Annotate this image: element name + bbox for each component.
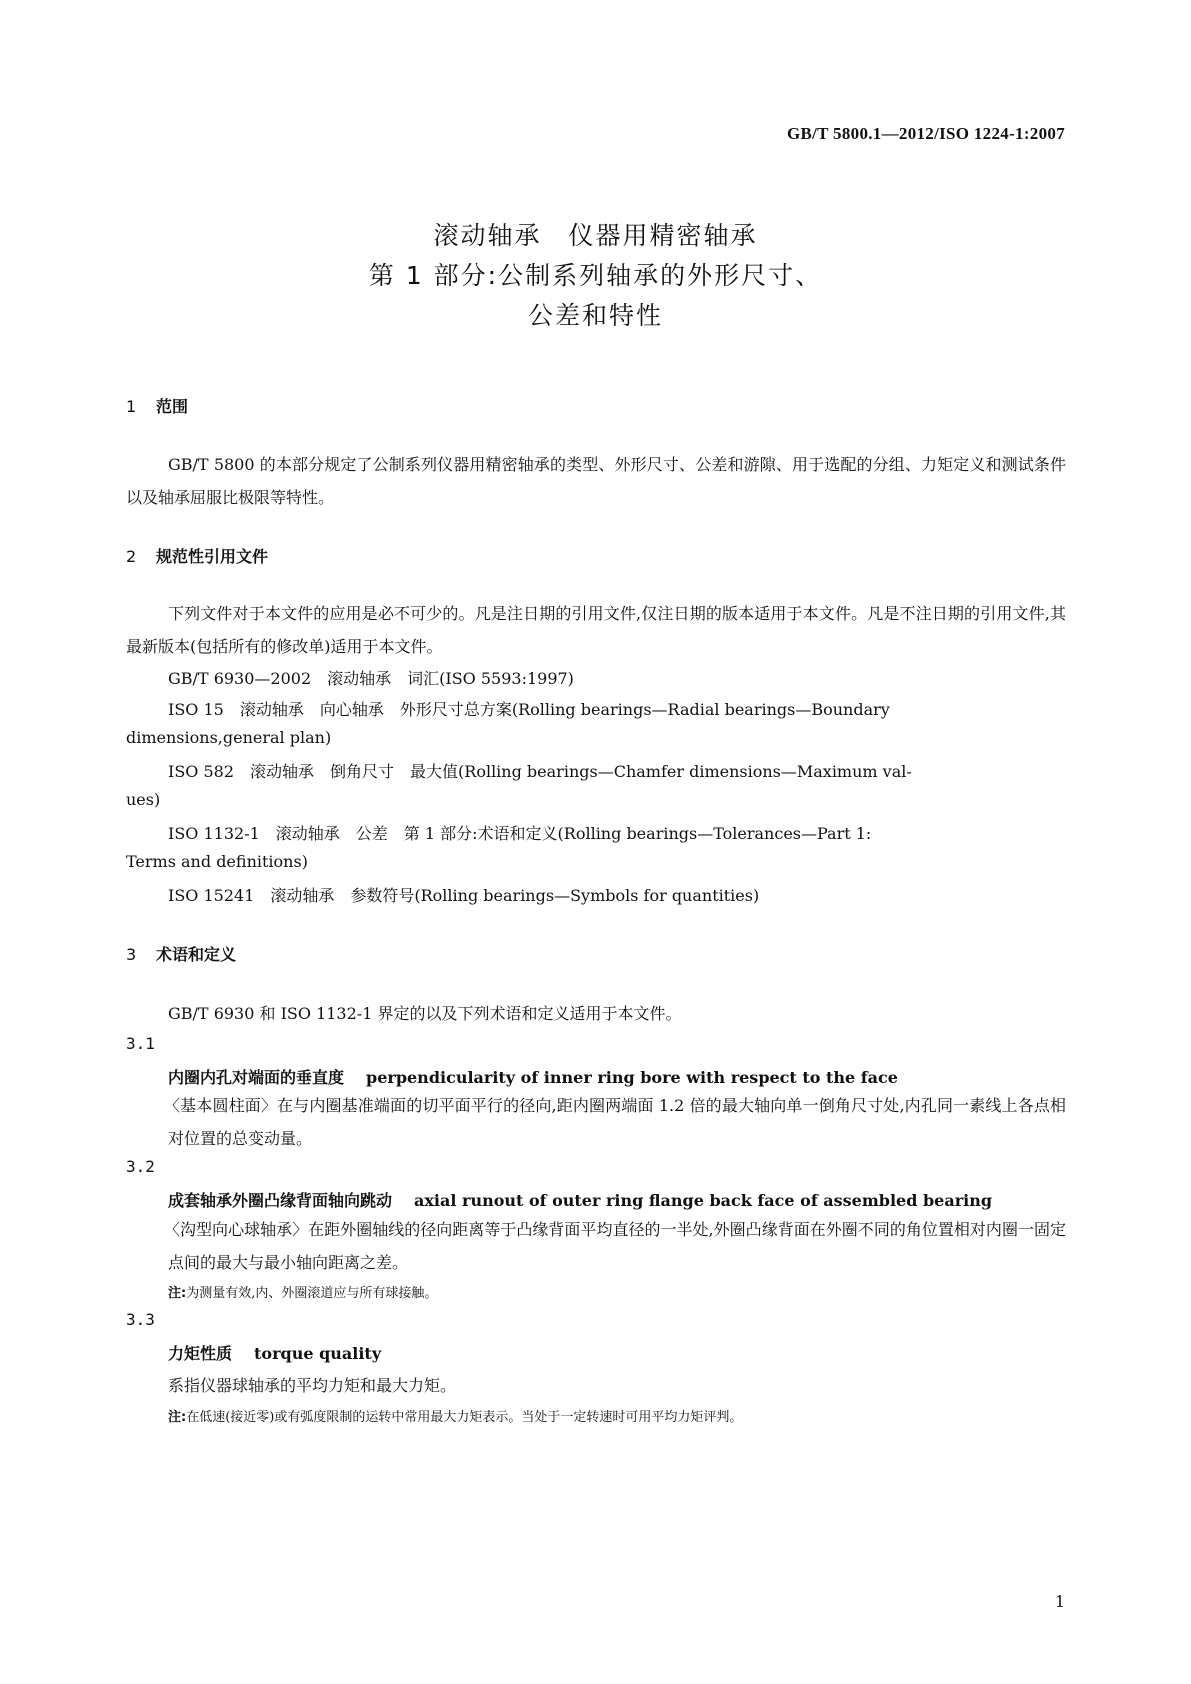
reference-item: ISO 15 滚动轴承 向心轴承 外形尺寸总方案(Rolling bearings—Radial bearings—Boundary bbox=[168, 700, 890, 719]
standard-code: GB/T 5800.1—2012/ISO 1224-1:2007 bbox=[786, 124, 1065, 143]
note-text: 在低速(接近零)或有弧度限制的运转中常用最大力矩表示。当处于一定转速时可用平均力矩评判。 bbox=[186, 1410, 743, 1425]
reference-item: ISO 1132-1 滚动轴承 公差 第 1 部分:术语和定义(Rolling bearings—Tolerances—Part 1: bbox=[168, 824, 872, 843]
section-number: 3 bbox=[126, 945, 137, 964]
terms-intro: GB/T 6930 和 ISO 1132-1 界定的以及下列术语和定义适用于本文件。 bbox=[168, 1004, 682, 1023]
note-text: 为测量有效,内、外圈滚道应与所有球接触。 bbox=[186, 1286, 438, 1301]
reference-item: GB/T 6930—2002 滚动轴承 词汇(ISO 5593:1997) bbox=[168, 669, 574, 688]
term-chinese: 内圈内孔对端面的垂直度 bbox=[168, 1068, 345, 1087]
term-number: 3.2 bbox=[126, 1157, 155, 1176]
references-intro: 下列文件对于本文件的应用是必不可少的。凡是注日期的引用文件,仅注日期的版本适用于本文件。凡是不注日期的引用文件,其最新版本(包括所有的修改单)适用于本文件。 bbox=[126, 604, 1066, 656]
reference-item-continued: ues) bbox=[126, 790, 161, 809]
title-line-1: 滚动轴承 仪器用精密轴承 bbox=[433, 221, 758, 250]
term-number: 3.3 bbox=[126, 1310, 155, 1329]
reference-item: ISO 582 滚动轴承 倒角尺寸 最大值(Rolling bearings—Chamfer dimensions—Maximum val- bbox=[168, 762, 912, 781]
note-label: 注: bbox=[168, 1286, 187, 1301]
title-line-3: 公差和特性 bbox=[527, 301, 663, 330]
term-chinese: 力矩性质 bbox=[168, 1344, 233, 1363]
term-heading bbox=[168, 1341, 381, 1364]
term-definition: 〈沟型向心球轴承〉在距外圈轴线的径向距离等于凸缘背面平均直径的一半处,外圈凸缘背面在外圈不同的角位置相对内圈一固定点间的最大与最小轴向距离之差。 bbox=[164, 1220, 1066, 1272]
term-chinese: 成套轴承外圈凸缘背面轴向跳动 bbox=[168, 1191, 393, 1210]
term-heading bbox=[168, 1188, 992, 1211]
term-definition: 〈基本圆柱面〉在与内圈基准端面的切平面平行的径向,距内圈两端面 1.2 倍的最大轴向单一倒角尺寸处,内孔同一素线上各点相对位置的总变动量。 bbox=[164, 1096, 1066, 1148]
section-title: 范围 bbox=[156, 397, 189, 416]
term-english: torque quality bbox=[254, 1344, 382, 1363]
title-line-2: 第 1 部分:公制系列轴承的外形尺寸、 bbox=[368, 261, 823, 290]
term-english: perpendicularity of inner ring bore with respect to the face bbox=[366, 1068, 898, 1087]
term-number: 3.1 bbox=[126, 1034, 155, 1053]
reference-item: ISO 15241 滚动轴承 参数符号(Rolling bearings—Symbols for quantities) bbox=[168, 886, 760, 905]
section-heading-normative-references bbox=[126, 544, 268, 567]
section-title: 术语和定义 bbox=[156, 945, 237, 964]
page-number: 1 bbox=[1054, 1592, 1065, 1611]
section-heading-scope bbox=[126, 394, 188, 417]
section-title: 规范性引用文件 bbox=[156, 547, 269, 566]
term-heading bbox=[168, 1065, 898, 1088]
term-english: axial runout of outer ring flange back face of assembled bearing bbox=[414, 1191, 993, 1210]
note-label: 注: bbox=[168, 1410, 187, 1425]
scope-paragraph: GB/T 5800 的本部分规定了公制系列仪器用精密轴承的类型、外形尺寸、公差和游隙、用于选配的分组、力矩定义和测试条件以及轴承屈服比极限等特性。 bbox=[126, 455, 1066, 507]
section-number: 1 bbox=[126, 397, 137, 416]
term-definition: 系指仪器球轴承的平均力矩和最大力矩。 bbox=[168, 1376, 457, 1395]
section-number: 2 bbox=[126, 547, 137, 566]
section-heading-terms bbox=[126, 942, 236, 965]
term-note bbox=[168, 1406, 742, 1425]
reference-item-continued: Terms and definitions) bbox=[126, 852, 308, 871]
reference-item-continued: dimensions,general plan) bbox=[126, 728, 332, 747]
term-note bbox=[168, 1282, 437, 1301]
